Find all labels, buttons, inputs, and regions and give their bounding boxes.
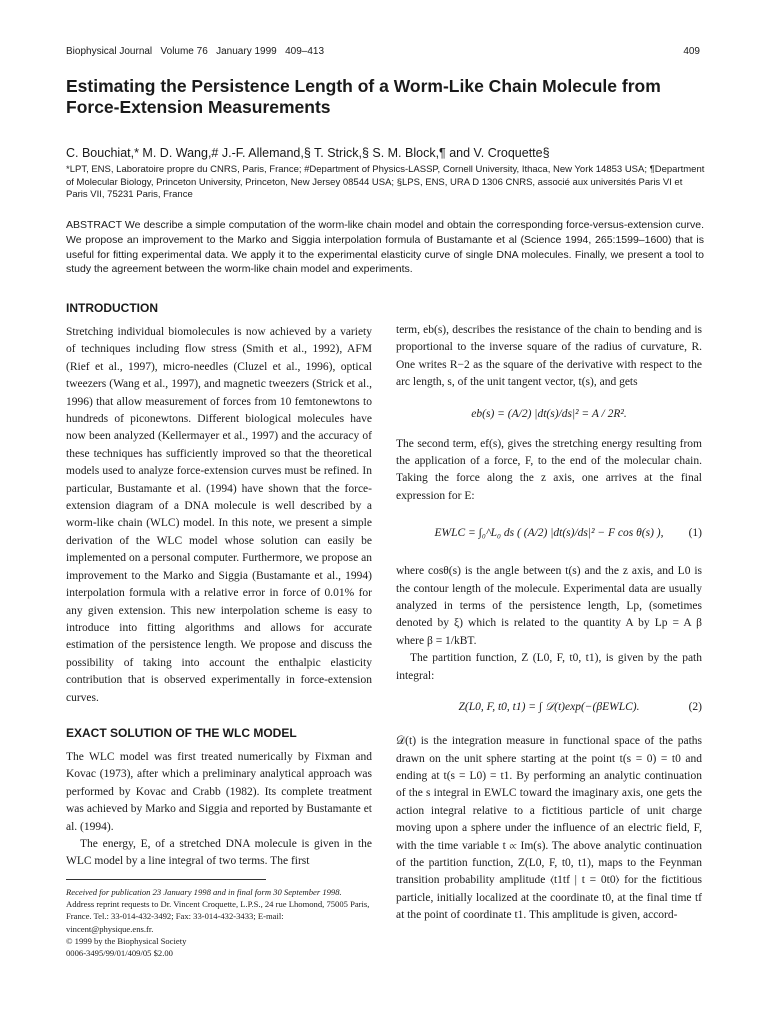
bending-term-paragraph: term, eb(s), describes the resistance of the chain to bending and is proportional to the inverse square of the radius of curvature, R. One writes R−2 as the square of the derivative with respect to the arc length, s, of the unit tangent vector, t(s), and gets — [396, 324, 702, 389]
equation-2 — [396, 685, 702, 733]
footnote-rule — [66, 879, 266, 880]
partition-function-paragraph: The partition function, Z (L0, F, t0, t1), is given by the path integral: — [396, 652, 702, 682]
page-range: 409–413 — [285, 46, 325, 57]
running-header — [66, 46, 700, 57]
equation-1-number: (1) — [688, 527, 702, 540]
journal-volume: Volume 76 — [160, 46, 208, 57]
intro-paragraph: Stretching individual biomolecules is now achieved by a variety of techniques including flow stress (Smith et al., 1992), AFM (Rief et al., 1997), micro-needles (Cluzel et al., 1996), optical tweezers (Wang et al., 1997), and magnetic tweezers (Strick et al., 1996) that allow measurement of forces from 10 femtonewtons to hundreds of piconewtons. Different biological molecules have now been analyzed (Kellermayer et al., 1997) and the accuracy of these techniques has sufficiently improved so that the theoretical models used to analyze force-extension curves must be refined. In particular, Bustamante et al. (1994) have shown that the force-extension diagram of a DNA molecule is well described by a worm-like chain (WLC) model. In this note, we present a simple derivation of the WLC model whose solution can easily be implemented on a personal computer. Furthermore, we propose an improvement to the Marko and Siggia (Bustamante et al., 1994) interpolation formula with a relative error in force of 0.01% for any given extension. This new interpolation scheme is easy to introduce into fitting algorithms and allows for accurate estimation of the persistence length. We propose and discuss the possibility of taking into account the enthalpic elasticity contribution that is observed experimentally in force-extension curves. — [66, 326, 372, 704]
affiliations: *LPT, ENS, Laboratoire propre du CNRS, Paris, France; #Department of Physics-LASSP, Cornell University, Ithaca, New York 14853 USA; ¶Department of Molecular Biology, Princeton University, Princeton, New Jersey 08544 USA; §LPS, ENS, URA D 1306 CNRS, associé aux universités Paris VI et Paris VII, 75231 Paris, France — [66, 164, 705, 200]
section-heading-exact-solution: EXACT SOLUTION OF THE WLC MODEL — [66, 725, 297, 740]
equation-bending-energy-body: eb(s) = (A/2) |dt(s)/ds|² = A / 2R². — [471, 407, 627, 420]
right-column — [396, 322, 702, 925]
equation-2-body: Z(L0, F, t0, t1) = ∫ 𝒟(t)exp(−(βEWLC). — [458, 701, 640, 714]
path-integral-paragraph: 𝒟(t) is the integration measure in functional space of the paths drawn on the unit sphere starting at the point t(s = 0) = t0 and ending at t(s = L0) = t1. By performing an analytic continuation of the s integral in EWLC toward the imaginary axis, one gets the action integral relative to a fictitious particle of unit charge moving upon a sphere under the influence of an electric field, F, with the time variable t ∝ Im(s). The above analytic continuation of the partition function, Z(L0, F, t0, t1), maps to the Feynman transition probability amplitude ⟨t1tf | t = 0t0⟩ for the fictitious particle, initially localized at the coordinate t0, at the final time tf at the point of coordinate t1. This amplitude is given, accord- — [396, 735, 702, 922]
left-column — [66, 300, 372, 960]
wlc-paragraph-1: The WLC model was first treated numerically by Fixman and Kovac (1973), after which a preliminary analytical approach was performed by Kovac and Crabb (1982). Its complete treatment was achieved by Marko and Siggia and reported by Bustamante et al. (1994). — [66, 750, 372, 833]
persistence-length-paragraph: where cosθ(s) is the angle between t(s) and the z axis, and L0 is the contour length of the molecule. Experimental data are usually analyzed in terms of the persistence length, Lp, (sometimes denoted by ξ) which is related to the quantity A by Lp = A β where β = 1/kBT. — [396, 565, 702, 647]
equation-2-number: (2) — [688, 701, 702, 714]
equation-1 — [396, 505, 702, 563]
abstract: ABSTRACT We describe a simple computation of the worm-like chain model and obtain the corresponding force-versus-extension curve. We propose an improvement to the Marko and Siggia interpolation formula of Bustamante et al (Science 1994, 265:1599–1600) that is useful for fitting experimental data. We apply it to the experimental elasticity curve of single DNA molecules. Finally, we present a tool to study the agreement between the worm-like chain model and experiments. — [66, 219, 704, 276]
page-number: 409 — [683, 46, 700, 57]
author-list: C. Bouchiat,* M. D. Wang,# J.-F. Allemand,§ T. Strick,§ S. M. Block,¶ and V. Croquette§ — [66, 146, 550, 160]
footnote-copyright: © 1999 by the Biophysical Society — [66, 935, 187, 946]
equation-1-body: EWLC = ∫₀^L₀ ds ( (A/2) |dt(s)/ds|² − F cos θ(s) ), — [434, 527, 664, 540]
journal-name: Biophysical Journal — [66, 46, 153, 57]
paper-title: Estimating the Persistence Length of a Worm-Like Chain Molecule from Force-Extension Measurements — [66, 76, 661, 117]
section-heading-introduction: INTRODUCTION — [66, 301, 158, 315]
footnote-received: Received for publication 23 January 1998 and in final form 30 September 1998. — [66, 886, 342, 897]
wlc-paragraph-2: The energy, E, of a stretched DNA molecule is given in the WLC model by a line integral of two terms. The first — [66, 837, 372, 868]
equation-bending-energy — [396, 392, 702, 436]
footnote-reprints: Address reprint requests to Dr. Vincent Croquette, L.P.S., 24 rue Lhomond, 75005 Paris, France. Tel.: 33-014-432-3492; Fax: 33-014-432-3433; E-mail: vincent@physique.ens.fr. — [66, 899, 370, 934]
stretching-term-paragraph: The second term, ef(s), gives the stretching energy resulting from the application of a force, F, to the end of the molecular chain. Taking the force along the z axis, one arrives at the final expression for E: — [396, 437, 702, 502]
footnote-issn: 0006-3495/99/01/409/05 $2.00 — [66, 948, 173, 959]
journal-date: January 1999 — [216, 46, 277, 57]
